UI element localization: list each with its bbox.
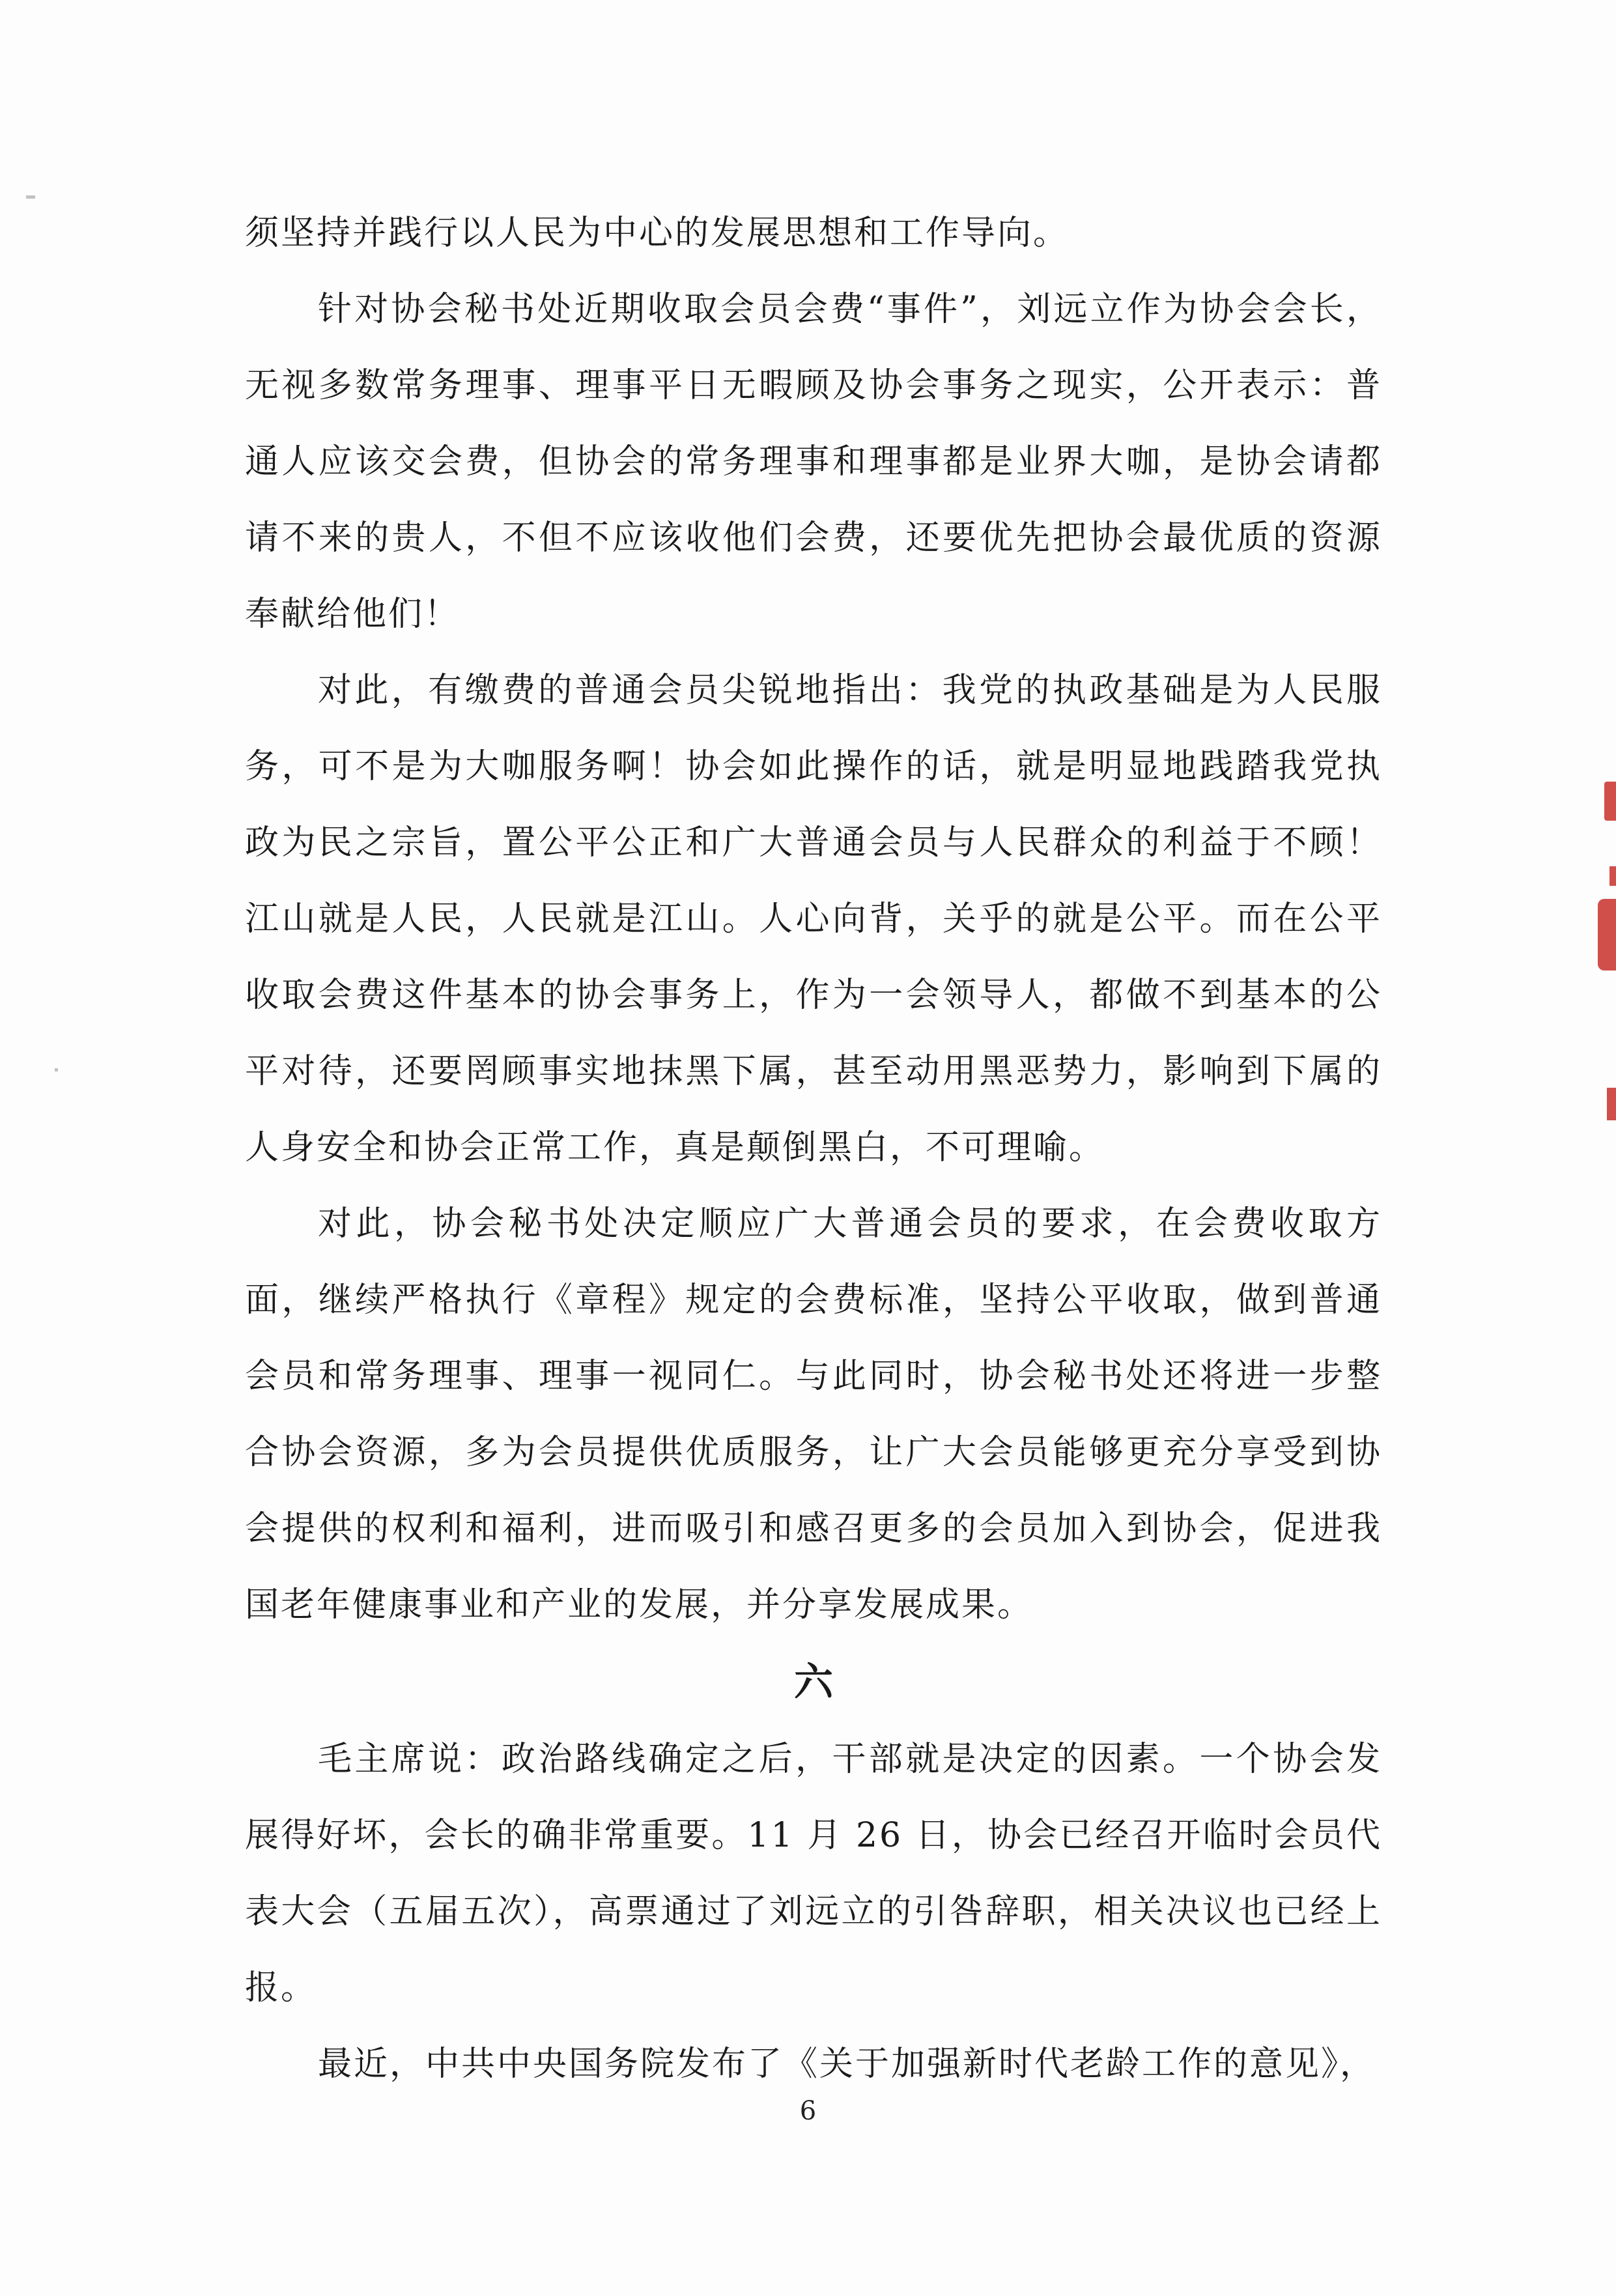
seal-stamp-fragment — [1609, 866, 1616, 886]
seal-stamp-fragment — [1598, 899, 1616, 971]
paragraph-member-criticism: 对此，有缴费的普通会员尖锐地指出：我党的执政基础是为人民服务，可不是为大咖服务啊！协会如此操作的话，就是明显地践踏我党执政为民之宗旨，置公平公正和广大普通会员与人民群众的利益于不顾！江山就是人民，人民就是江山。人心向背，关乎的就是公平。而在公平收取会费这件基本的协会事务上，作为一会领导人，都做不到基本的公平对待，还要罔顾事实地抹黑下属，甚至动用黑恶势力，影响到下属的人身安全和协会正常工作，真是颠倒黑白，不可理喻。 — [245, 671, 1382, 1167]
scan-artifact — [26, 195, 35, 199]
page-number: 6 — [799, 2096, 817, 2126]
section-heading: 六 — [794, 1660, 833, 1705]
seal-stamp-fragment — [1604, 782, 1616, 821]
paragraph-membership-fee-event: 针对协会秘书处近期收取会员会费“事件”，刘远立作为协会会长，无视多数常务理事、理事平日无暇顾及协会事务之现实，公开表示：普通人应该交会费，但协会的常务理事和理事都是业界大咖，是协会请都请不来的贵人，不但不应该收他们会费，还要优先把协会最优质的资源奉献给他们！ — [245, 290, 1382, 634]
document-body — [245, 195, 1382, 2103]
paragraph-recent-opinion: 最近，中共中央国务院发布了《关于加强新时代老龄工作的意见》， — [318, 2045, 1376, 2084]
paragraph-secretariat-decision: 对此，协会秘书处决定顺应广大普通会员的要求，在会费收取方面，继续严格执行《章程》规定的会费标准，坚持公平收取，做到普通会员和常务理事、理事一视同仁。与此同时，协会秘书处还将进一步整合协会资源，多为会员提供优质服务，让广大会员能够更充分享受到协会提供的权利和福利，进而吸引和感召更多的会员加入到协会，促进我国老年健康事业和产业的发展，并分享发展成果。 — [245, 1204, 1382, 1624]
scan-artifact — [55, 1068, 58, 1071]
paragraph-continuation: 须坚持并践行以人民为中心的发展思想和工作导向。 — [245, 214, 1070, 253]
paragraph-leadership: 毛主席说：政治路线确定之后，干部就是决定的因素。一个协会发展得好坏，会长的确非常重要。11 月 26 日，协会已经召开临时会员代表大会（五届五次），高票通过了刘远立的引咎辞职，相关决议也已经上报。 — [245, 1740, 1382, 2007]
seal-stamp-fragment — [1607, 1088, 1616, 1120]
